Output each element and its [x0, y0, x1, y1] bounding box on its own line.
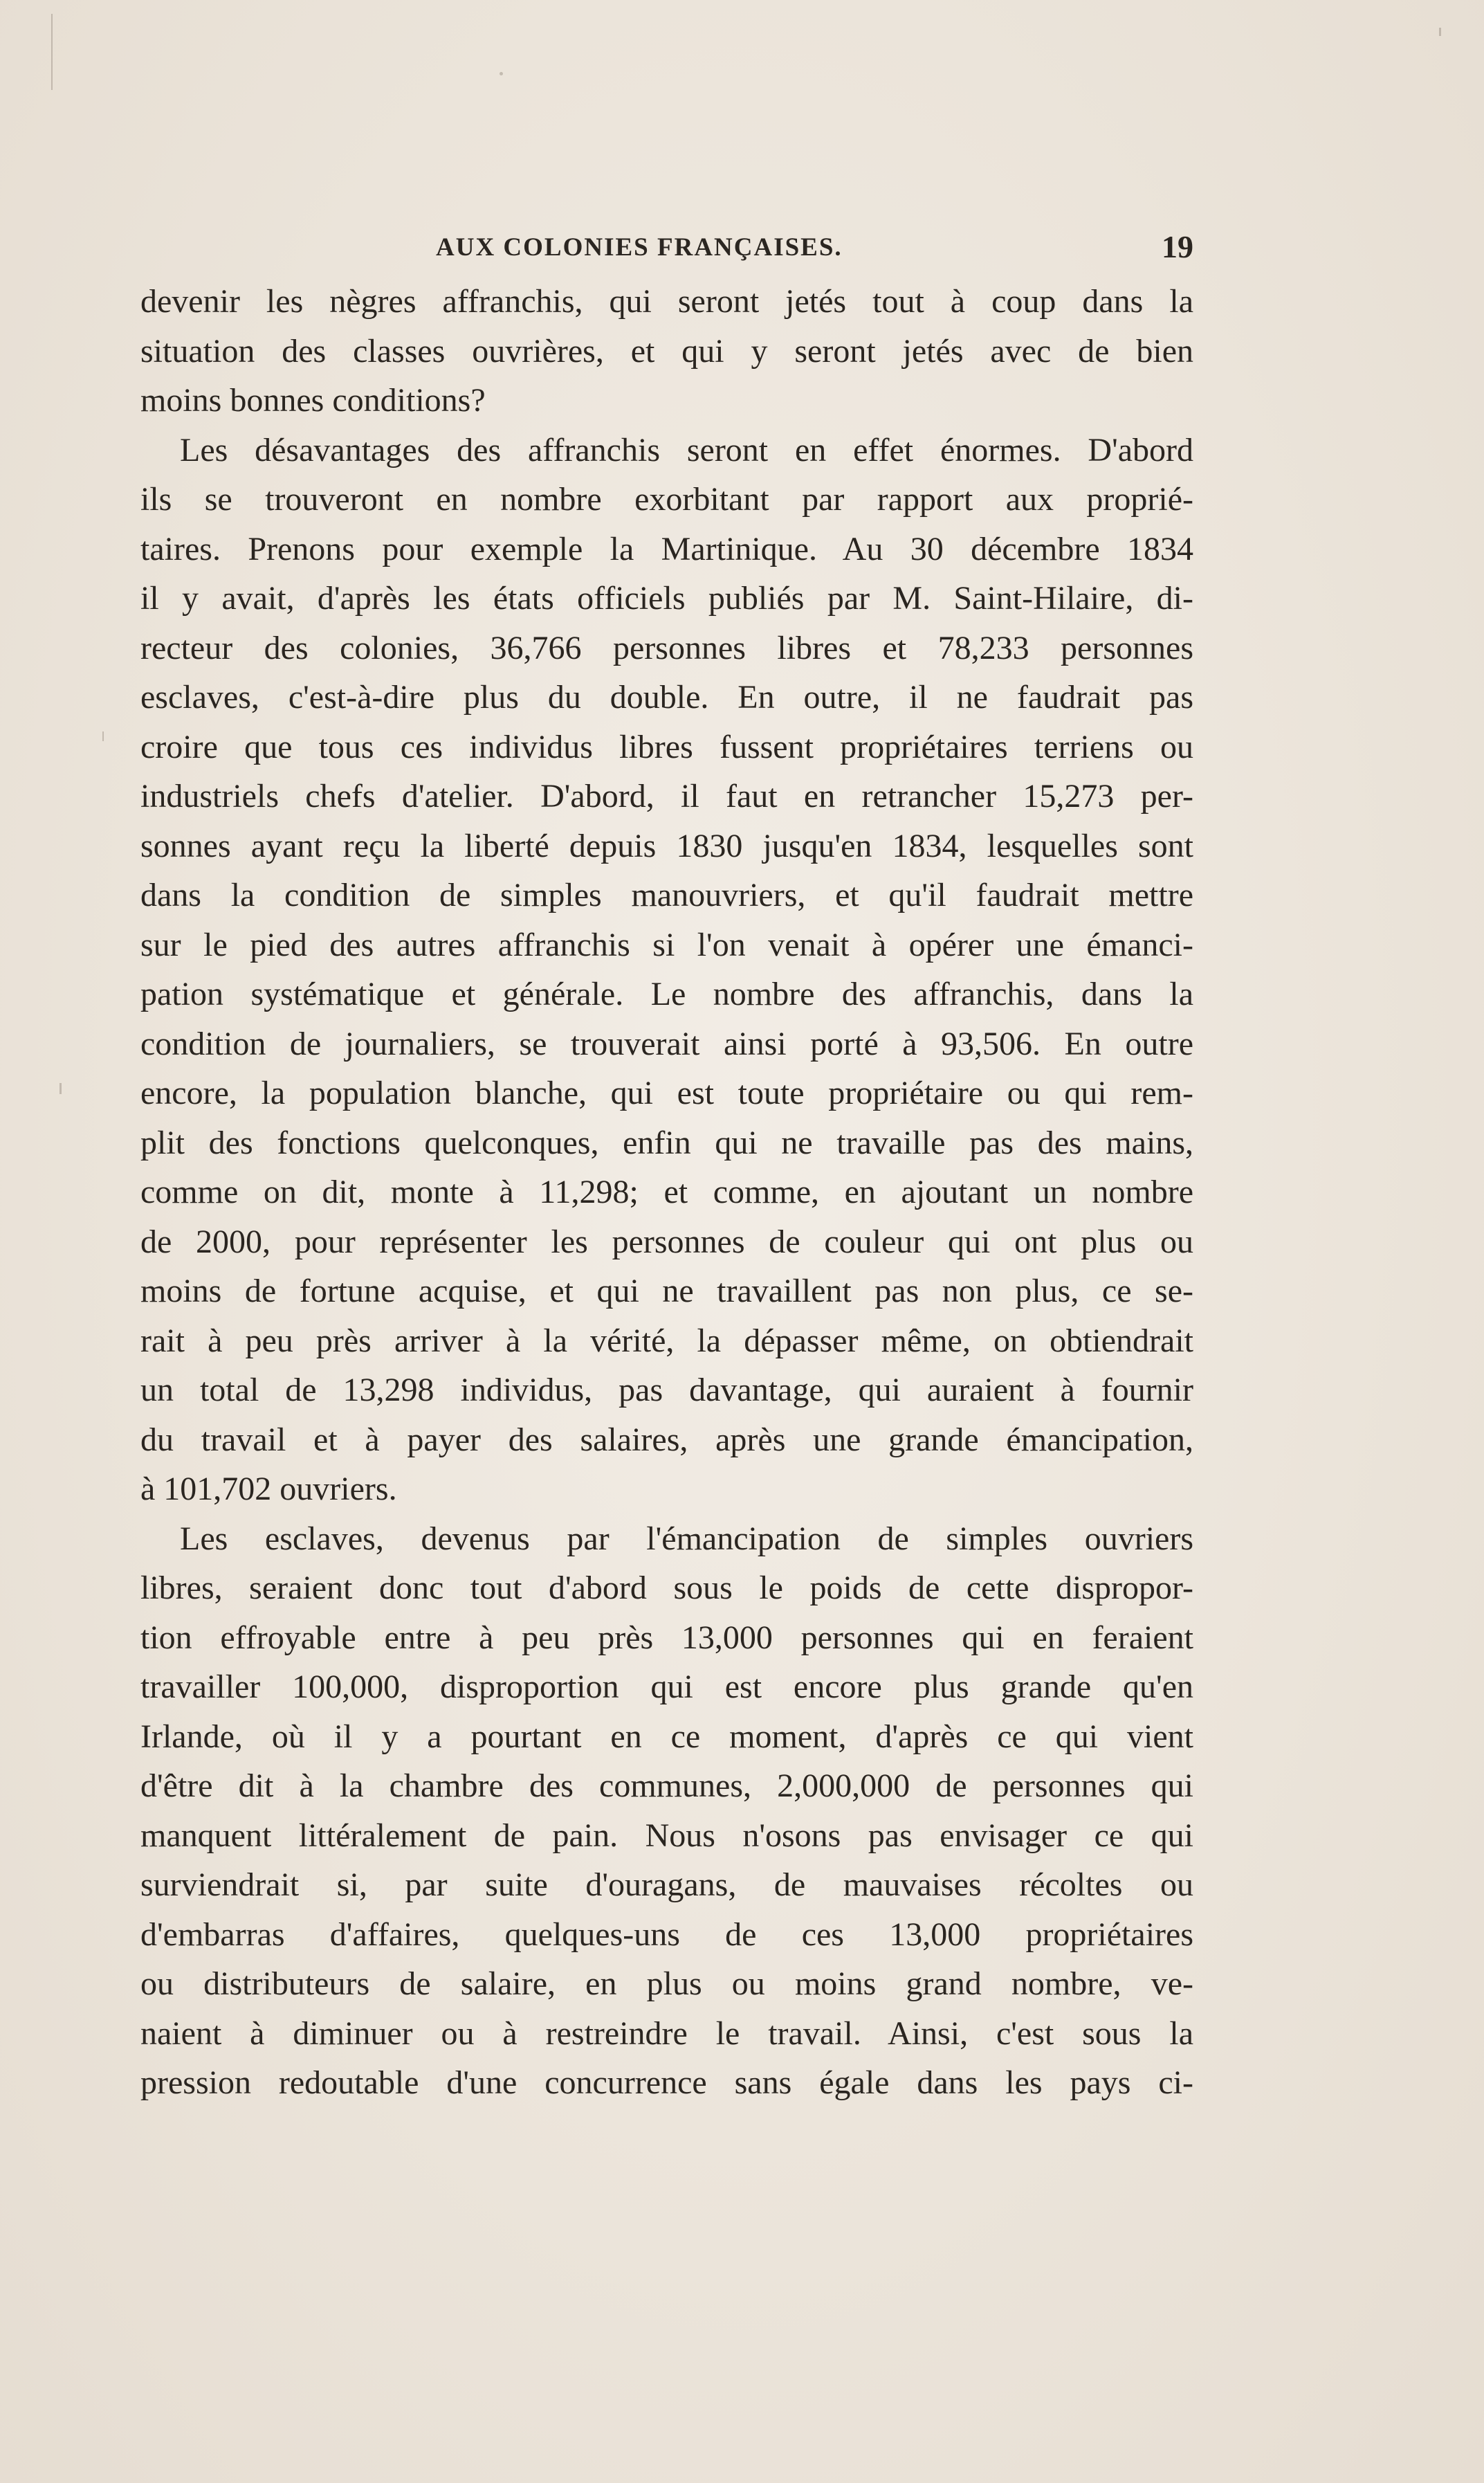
text-line: moins bonnes conditions?: [140, 382, 486, 419]
page-number: 19: [1162, 229, 1193, 264]
text-line: moins de fortune acquise, et qui ne travaillent pas non plus, ce se-: [140, 1273, 1193, 1309]
text-line: sonnes ayant reçu la liberté depuis 1830 jusqu'en 1834, lesquelles sont: [140, 827, 1193, 864]
paper-crease-mark: [51, 14, 53, 90]
text-line: pation systématique et générale. Le nombre des affranchis, dans la: [140, 976, 1193, 1012]
text-line: surviendrait si, par suite d'ouragans, de mauvaises récoltes ou: [140, 1866, 1193, 1903]
text-line: sur le pied des autres affranchis si l'on venait à opérer une émanci-: [140, 926, 1193, 963]
text-line: il y avait, d'après les états officiels publiés par M. Saint-Hilaire, di-: [140, 580, 1193, 617]
text-line: comme on dit, monte à 11,298; et comme, en ajoutant un nombre: [140, 1174, 1193, 1210]
text-line: encore, la population blanche, qui est toute propriétaire ou qui rem-: [140, 1075, 1193, 1111]
text-line: du travail et à payer des salaires, après une grande émancipation,: [140, 1421, 1193, 1458]
text-line: libres, seraient donc tout d'abord sous le poids de cette dispropor-: [140, 1570, 1193, 1606]
paragraph-first-line: Les esclaves, devenus par l'émancipation de simples ouvriers: [180, 1520, 1193, 1557]
text-line: naient à diminuer ou à restreindre le travail. Ainsi, c'est sous la: [140, 2014, 1193, 2052]
text-line: manquent littéralement de pain. Nous n'osons pas envisager ce qui: [140, 1817, 1193, 1854]
text-line: de 2000, pour représenter les personnes de couleur qui ont plus ou: [140, 1223, 1193, 1260]
text-line: un total de 13,298 individus, pas davantage, qui auraient à fournir: [140, 1372, 1193, 1408]
text-line: condition de journaliers, se trouverait ainsi porté à 93,506. En outre: [140, 1025, 1193, 1062]
text-line: Irlande, où il y a pourtant en ce moment, d'après ce qui vient: [140, 1718, 1193, 1755]
text-line: industriels chefs d'atelier. D'abord, il faut en retrancher 15,273 per-: [140, 778, 1193, 815]
paper-speck: [1439, 28, 1441, 36]
running-title: AUX COLONIES FRANÇAISES.: [436, 233, 843, 262]
text-line: croire que tous ces individus libres fussent propriétaires terriens ou: [140, 728, 1193, 765]
text-line: dans la condition de simples manouvriers, et qu'il faudrait mettre: [140, 877, 1193, 913]
text-line: devenir les nègres affranchis, qui seront jetés tout à coup dans la: [140, 283, 1193, 320]
text-line: tion effroyable entre à peu près 13,000 personnes qui en feraient: [140, 1619, 1193, 1656]
text-line: d'être dit à la chambre des communes, 2,000,000 de personnes qui: [140, 1767, 1193, 1804]
text-line: esclaves, c'est-à-dire plus du double. En outre, il ne faudrait pas: [140, 679, 1193, 716]
text-line: d'embarras d'affaires, quelques-uns de ces 13,000 propriétaires: [140, 1916, 1193, 1953]
text-line: recteur des colonies, 36,766 personnes libres et 78,233 personnes: [140, 629, 1193, 666]
paper-speck: [59, 1083, 62, 1094]
paper-speck: [500, 72, 503, 75]
text-line: à 101,702 ouvriers.: [140, 1471, 397, 1507]
text-line: travailler 100,000, disproportion qui est encore plus grande qu'en: [140, 1668, 1193, 1705]
text-line: ou distributeurs de salaire, en plus ou moins grand nombre, ve-: [140, 1965, 1193, 2002]
text-line: pression redoutable d'une concurrence sans égale dans les pays ci-: [140, 2064, 1193, 2101]
body-text: [140, 277, 1193, 2108]
text-line: rait à peu près arriver à la vérité, la dépasser même, on obtiendrait: [140, 1322, 1193, 1359]
running-head: [142, 230, 1193, 271]
text-line: taires. Prenons pour exemple la Martinique. Au 30 décembre 1834: [140, 530, 1193, 567]
text-line: plit des fonctions quelconques, enfin qui ne travaille pas des mains,: [140, 1124, 1193, 1161]
paper-speck: [102, 731, 104, 741]
paragraph-first-line: Les désavantages des affranchis seront en effet énormes. D'abord: [180, 431, 1193, 469]
text-line: situation des classes ouvrières, et qui y seront jetés avec de bien: [140, 332, 1193, 370]
text-line: ils se trouveront en nombre exorbitant par rapport aux proprié-: [140, 481, 1193, 518]
